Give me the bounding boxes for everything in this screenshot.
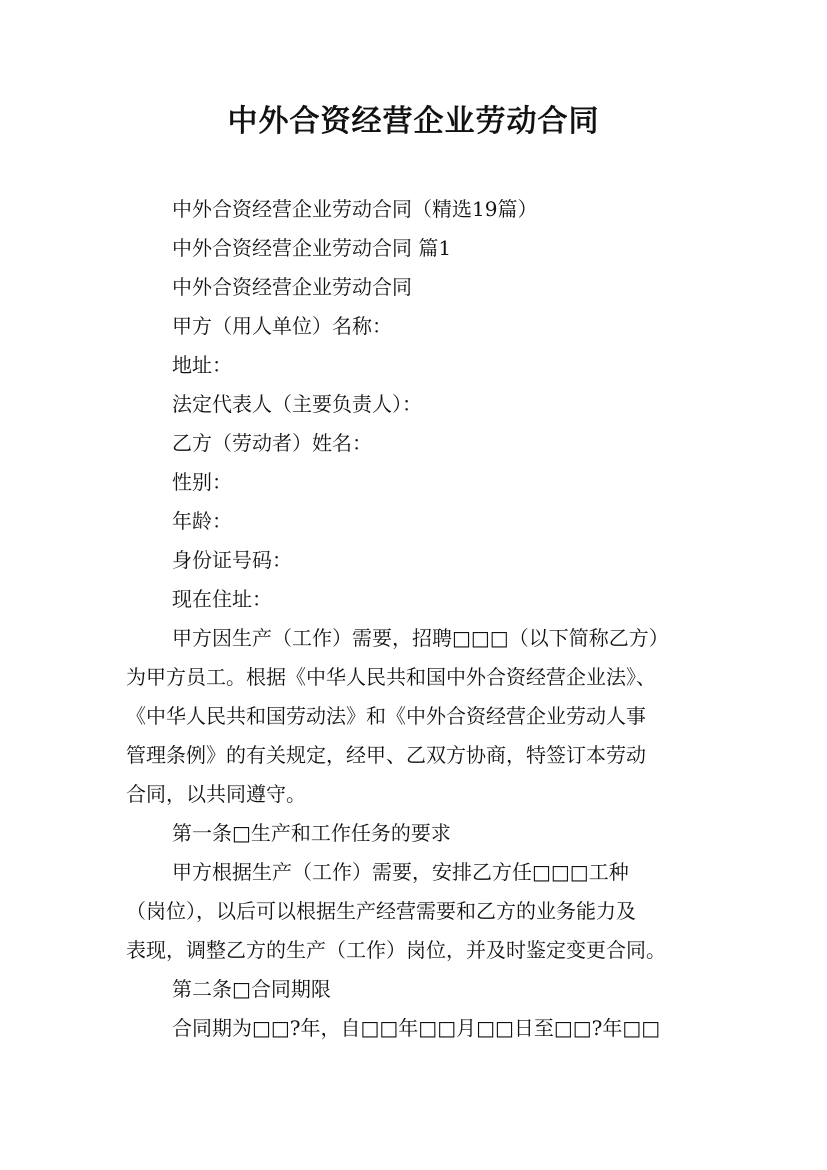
paragraph-intro xyxy=(126,619,716,814)
contract-name-line: 中外合资经营企业劳动合同 xyxy=(172,275,412,299)
paragraph-line: 《中华人民共和国劳动法》和《中外合资经营企业劳动人事 xyxy=(126,704,646,728)
gender-field: 性别： xyxy=(172,470,232,494)
address-field: 地址： xyxy=(172,353,232,377)
paragraph-line: （岗位），以后可以根据生产经营需要和乙方的业务能力及 xyxy=(126,899,636,923)
legal-rep-field: 法定代表人（主要负责人）： xyxy=(172,392,422,416)
paragraph-line: 合同，以共同遵守。 xyxy=(126,782,306,806)
paragraph-line: 甲方根据生产（工作）需要，安排乙方任□□□工种 xyxy=(172,860,629,884)
party-b-name-field: 乙方（劳动者）姓名： xyxy=(172,431,372,455)
paragraph-article-1 xyxy=(126,853,716,970)
article-2-heading: 第二条□合同期限 xyxy=(172,977,331,1001)
paragraph-line: 甲方因生产（工作）需要，招聘□□□（以下简称乙方） xyxy=(172,626,669,650)
paragraph-article-2 xyxy=(126,1009,716,1048)
party-a-name-field: 甲方（用人单位）名称： xyxy=(172,314,392,338)
paragraph-line: 管理条例》的有关规定，经甲、乙双方协商，特签订本劳动 xyxy=(126,743,646,767)
subtitle-line: 中外合资经营企业劳动合同（精选19篇） xyxy=(172,197,538,221)
article-1-heading: 第一条□生产和工作任务的要求 xyxy=(172,821,451,845)
document-title: 中外合资经营企业劳动合同 xyxy=(227,104,600,139)
age-field: 年龄： xyxy=(172,509,232,533)
section-heading: 中外合资经营企业劳动合同 篇1 xyxy=(172,236,452,260)
paragraph-line: 表现，调整乙方的生产（工作）岗位，并及时鉴定变更合同。 xyxy=(126,938,666,962)
id-number-field: 身份证号码： xyxy=(172,548,292,572)
document-body xyxy=(126,190,716,1048)
current-address-field: 现在住址： xyxy=(172,587,272,611)
paragraph-line: 为甲方员工。根据《中华人民共和国中外合资经营企业法》、 xyxy=(126,665,656,689)
paragraph-line: 合同期为□□?年，自□□年□□月□□日至□□?年□□ xyxy=(172,1016,661,1040)
